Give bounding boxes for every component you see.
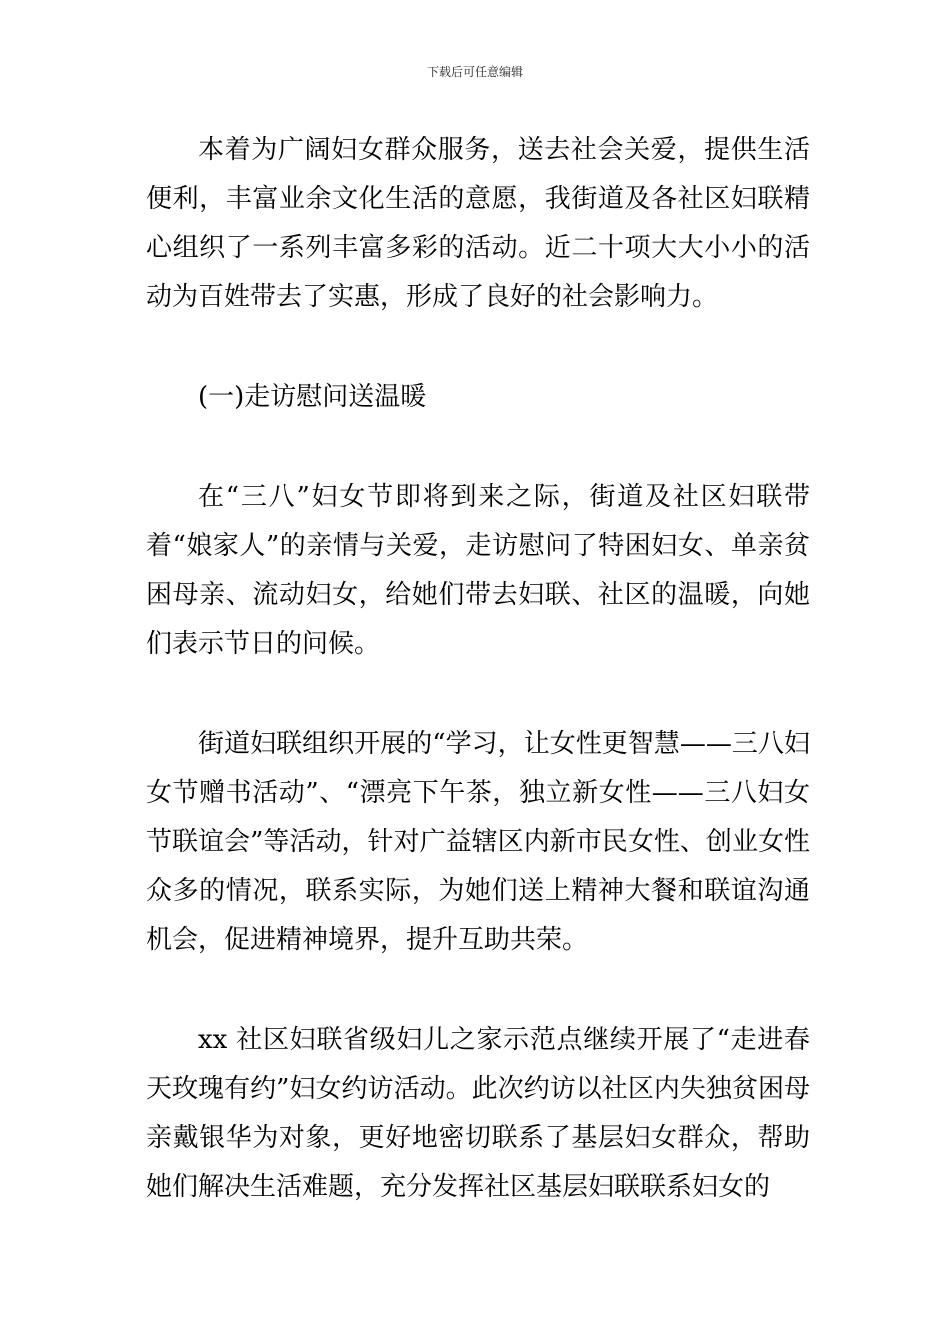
paragraph-spacer [146,965,810,1016]
paragraph-intro: 本着为广阔妇女群众服务，送去社会关爱，提供生活便利，丰富业余文化生活的意愿，我街道及各社区妇联精心组织了一系列丰富多彩的活动。近二十项大大小小的活动为百姓带去了实惠，形成了良好的社会影响力。 [146,135,810,312]
paragraph-spacer [146,422,810,473]
paragraph-visits: 在“三八”妇女节即将到来之际，街道及社区妇联带着“娘家人”的亲情与关爱，走访慰问了特困妇女、单亲贫困母亲、流动妇女，给她们带去妇联、社区的温暖，向她们表示节日的问候。 [146,482,810,659]
page-header-note: 下载后可任意编辑 [426,65,523,79]
document-body [146,126,810,1212]
paragraph-community: xx 社区妇联省级妇儿之家示范点继续开展了“走进春天玫瑰有约”妇女约访活动。此次约访以社区内失独贫困母亲戴银华为对象，更好地密切联系了基层妇女群众，帮助她们解决生活难题，充分发挥社区基层妇联联系妇女的 [146,1025,810,1202]
paragraph-spacer [146,322,810,373]
paragraph-spacer [146,669,810,720]
section-heading: (一)走访慰问送温暖 [198,382,427,412]
paragraph-activities: 街道妇联组织开展的“学习，让女性更智慧——三八妇女节赠书活动”、“漂亮下午茶，独立新女性——三八妇女节联谊会”等活动，针对广益辖区内新市民女性、创业女性众多的情况，联系实际，为她们送上精神大餐和联谊沟通机会，促进精神境界，提升互助共荣。 [146,729,810,955]
